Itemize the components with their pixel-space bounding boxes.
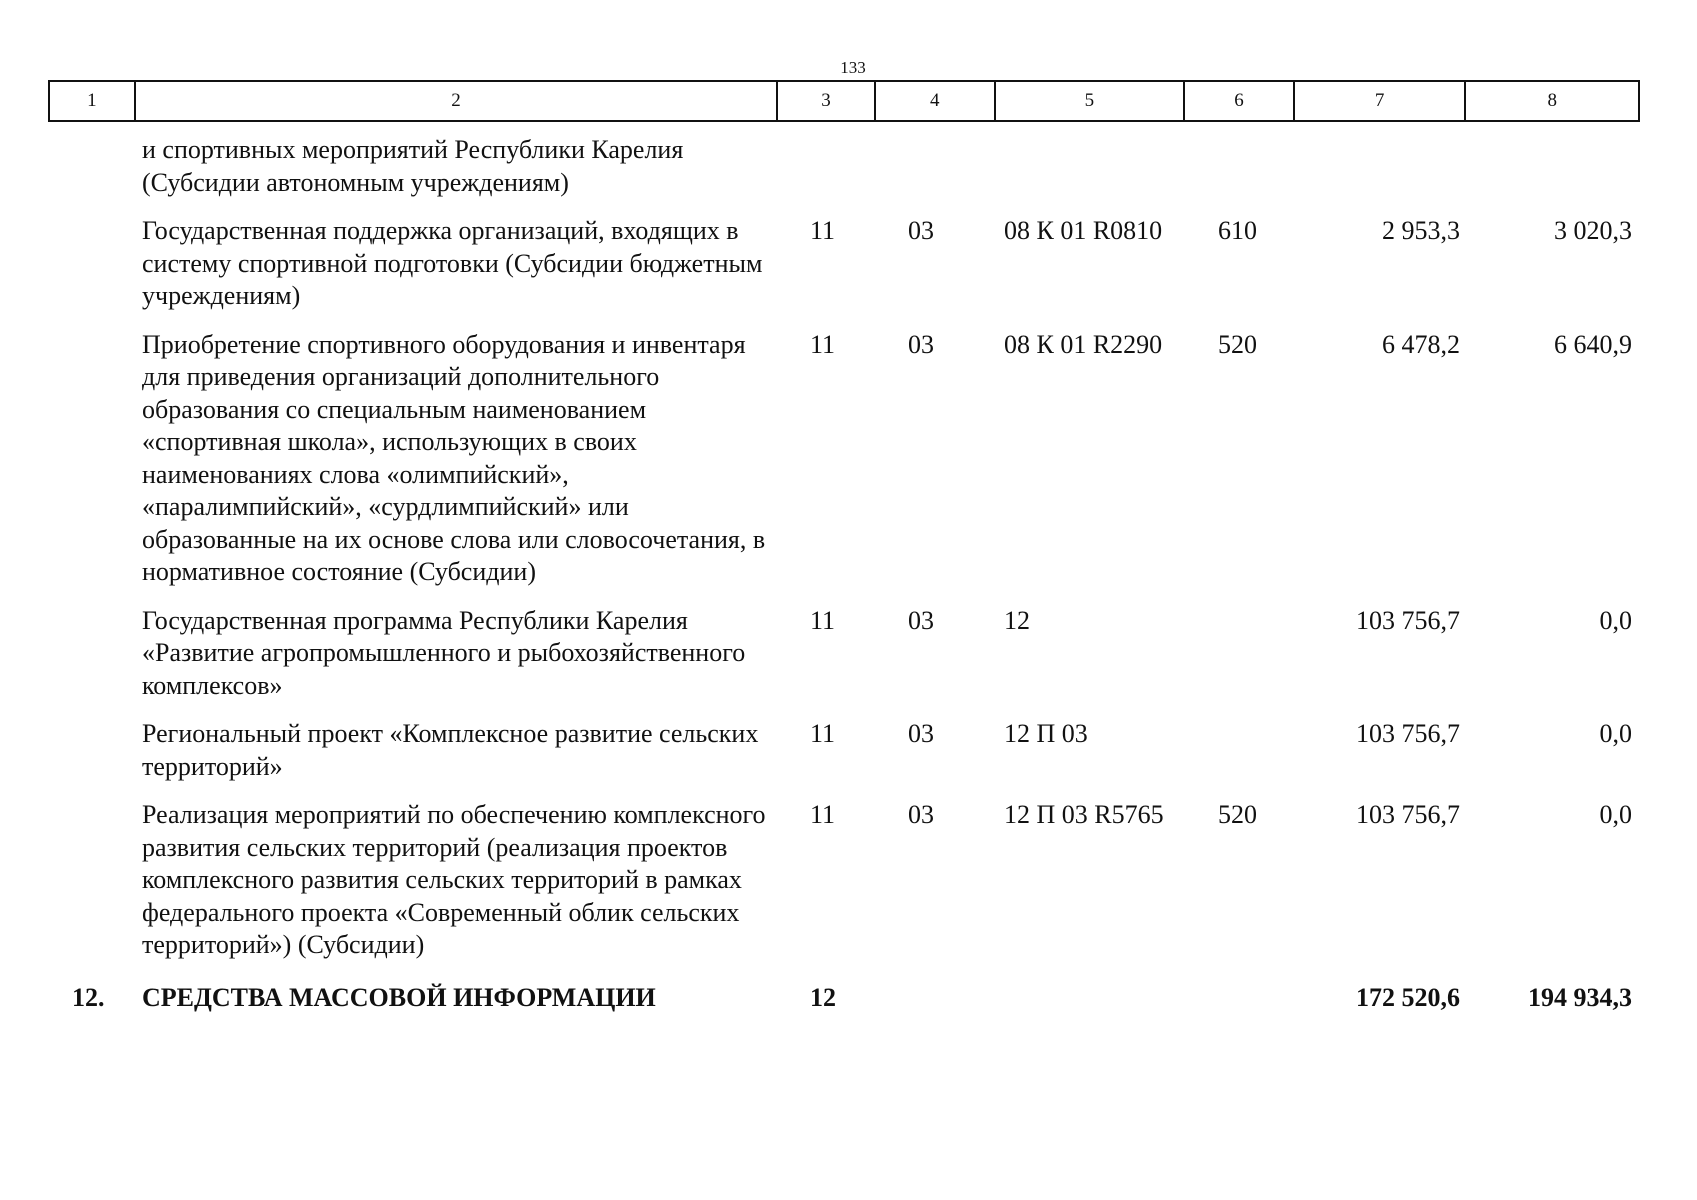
header-col-1: 1 — [50, 82, 136, 120]
row-sum-col8: 3 020,3 — [1554, 216, 1632, 245]
table-row-section-total — [48, 978, 1640, 1031]
row-subsection: 03 — [908, 216, 934, 245]
row-section: 11 — [810, 719, 836, 748]
row-sum-col7: 103 756,7 — [1356, 605, 1460, 635]
row-name: Региональный проект «Комплексное развитие сельских территорий» — [142, 719, 759, 781]
row-number — [48, 215, 134, 313]
table-row — [48, 718, 1640, 799]
table-body — [48, 134, 1640, 1030]
row-target-code — [996, 134, 1186, 199]
row-section: 12 — [810, 982, 836, 1012]
row-expense-type — [1186, 134, 1296, 199]
page-number: 133 — [840, 58, 866, 77]
table-row — [48, 329, 1640, 605]
row-target-code: 12 — [1004, 605, 1030, 635]
row-section: 11 — [810, 329, 836, 359]
row-subsection: 03 — [908, 329, 934, 359]
row-subsection: 03 — [908, 605, 934, 635]
row-expense-type: 520 — [1218, 329, 1257, 359]
row-target-code: 08 К 01 R2290 — [1004, 329, 1163, 359]
row-number — [48, 799, 134, 962]
row-sum-col8: 6 640,9 — [1554, 329, 1632, 359]
row-sum-col8: 194 934,3 — [1528, 982, 1632, 1012]
row-sum-col7: 103 756,7 — [1356, 800, 1460, 829]
row-expense-type: 610 — [1218, 216, 1257, 245]
row-sum-col7: 103 756,7 — [1356, 719, 1460, 748]
row-sum-col7: 2 953,3 — [1382, 216, 1460, 245]
row-number — [48, 134, 134, 199]
row-number — [48, 605, 134, 703]
row-target-code: 08 К 01 R0810 — [1004, 216, 1163, 245]
row-name: Приобретение спортивного оборудования и инвентаря для приведения организаций дополнительного образования со специальным наименованием «спортивная школа», использующих в своих наименованиях слова «олимпийский», «паралимпийский», «сурдлимпийский» или образованные на их основе слова или словосочетания, в нормативное состояние (Субсидии) — [142, 329, 766, 586]
table-row — [48, 134, 1640, 215]
row-name: Государственная поддержка организаций, входящих в систему спортивной подготовки (Субсидии бюджетным учреждениям) — [142, 216, 763, 310]
row-sum-col7: 6 478,2 — [1382, 329, 1460, 359]
row-subsection — [876, 982, 996, 1015]
header-col-5: 5 — [996, 82, 1186, 120]
table-row — [48, 799, 1640, 978]
row-number — [48, 329, 134, 589]
row-name: и спортивных мероприятий Республики Карелия (Субсидии автономным учреждениям) — [142, 135, 684, 197]
row-subsection: 03 — [908, 719, 934, 748]
row-name: СРЕДСТВА МАССОВОЙ ИНФОРМАЦИИ — [142, 982, 656, 1012]
row-section: 11 — [810, 800, 836, 829]
row-sum-col8: 0,0 — [1599, 605, 1632, 635]
header-col-7: 7 — [1295, 82, 1467, 120]
table-header-row — [48, 80, 1640, 122]
row-number: 12. — [72, 982, 105, 1012]
row-section — [778, 134, 876, 199]
row-section: 11 — [810, 216, 836, 245]
row-expense-type: 520 — [1218, 800, 1257, 829]
row-section: 11 — [810, 605, 836, 635]
row-target-code: 12 П 03 R5765 — [1004, 800, 1164, 829]
row-name: Государственная программа Республики Карелия «Развитие агропромышленного и рыбохозяйственного комплексов» — [142, 605, 746, 700]
row-subsection — [876, 134, 996, 199]
row-sum-col8: 0,0 — [1599, 719, 1632, 748]
row-name: Реализация мероприятий по обеспечению комплексного развития сельских территорий (реализация проектов комплексного развития сельских территорий в рамках федерального проекта «Современный облик сельских территорий») (Субсидии) — [142, 800, 766, 959]
table-row — [48, 605, 1640, 719]
header-col-4: 4 — [876, 82, 996, 120]
row-number — [48, 718, 134, 783]
row-expense-type — [1186, 718, 1296, 783]
header-col-3: 3 — [778, 82, 876, 120]
row-target-code: 12 П 03 — [1004, 719, 1088, 748]
header-col-8: 8 — [1547, 90, 1557, 111]
row-expense-type — [1186, 605, 1296, 703]
header-col-2: 2 — [136, 82, 778, 120]
row-sum-col8: 0,0 — [1599, 800, 1632, 829]
row-expense-type — [1186, 982, 1296, 1015]
header-col-6: 6 — [1185, 82, 1295, 120]
row-sum-col8 — [1468, 134, 1640, 199]
table-row — [48, 215, 1640, 329]
row-sum-col7: 172 520,6 — [1356, 982, 1460, 1012]
row-subsection: 03 — [908, 800, 934, 829]
row-sum-col7 — [1296, 134, 1468, 199]
row-target-code — [996, 982, 1186, 1015]
